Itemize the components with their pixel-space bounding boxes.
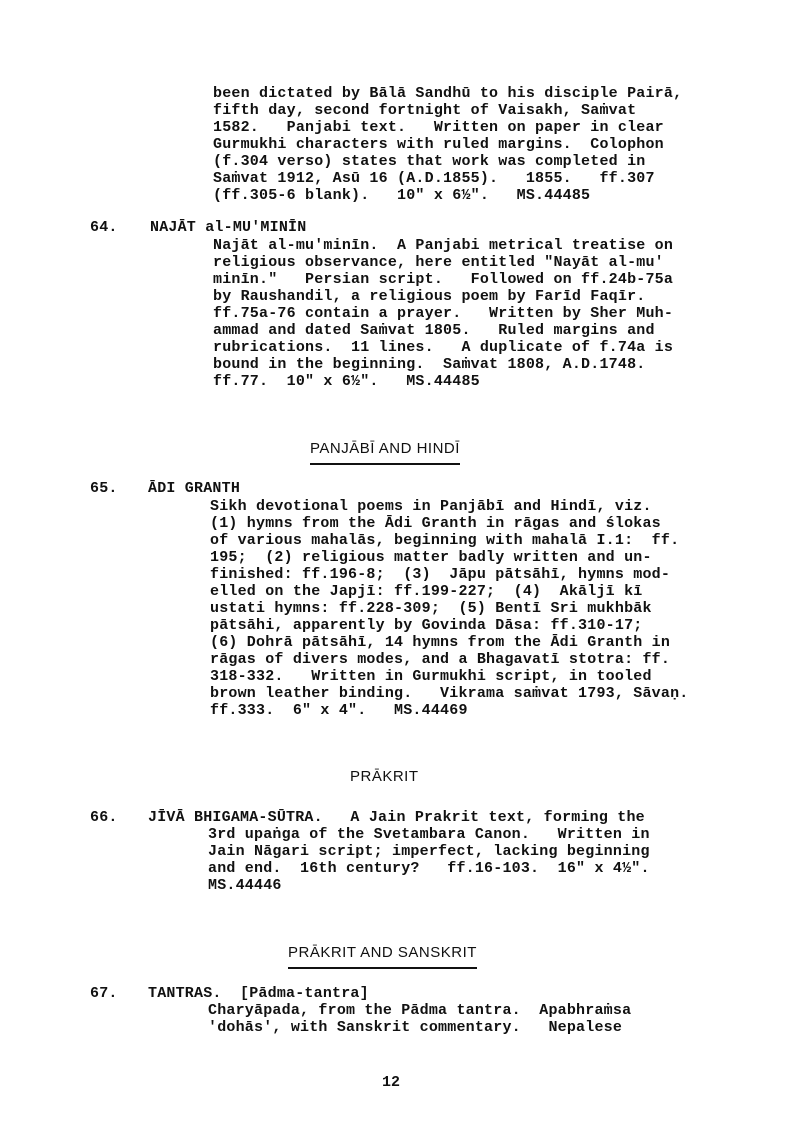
text-line: religious observance, here entitled "Nayāt al-mu' <box>213 254 664 271</box>
text-line: 'dohās', with Sanskrit commentary. Nepalese <box>208 1019 623 1036</box>
text-line: Charyāpada, from the Pādma tantra. Apabhraṁsa <box>208 1002 632 1019</box>
text-line: been dictated by Bālā Sandhū to his disciple Pairā, <box>213 85 683 102</box>
text-line: Najāt al-mu'minīn. A Panjabi metrical treatise on <box>213 237 674 254</box>
section-heading-panjabi-hindi: PANJĀBĪ AND HINDĪ <box>310 440 460 465</box>
text-line: 1582. Panjabi text. Written on paper in clear <box>213 119 664 136</box>
section-heading-prakrit: PRĀKRIT <box>350 768 419 785</box>
text-line: brown leather binding. Vikrama saṁvat 1793, Sāvaṇ. <box>210 685 689 702</box>
text-line: by Raushandil, a religious poem by Farīd Faqīr. <box>213 288 646 305</box>
text-line: rāgas of divers modes, and a Bhagavatī stotra: ff. <box>210 651 671 668</box>
text-line: finished: ff.196-8; (3) Jāpu pātsāhī, hymns mod- <box>210 566 671 583</box>
text-line: fifth day, second fortnight of Vaisakh, Saṁvat <box>213 102 637 119</box>
text-line: 318-332. Written in Gurmukhi script, in tooled <box>210 668 652 685</box>
text-line: rubrications. 11 lines. A duplicate of f.74a is <box>213 339 674 356</box>
section-heading-prakrit-sanskrit: PRĀKRIT AND SANSKRIT <box>288 944 477 969</box>
entry-title: JĪVĀ BHIGAMA-SŪTRA. A Jain Prakrit text, forming the <box>148 809 645 826</box>
text-line: 3rd upaṅga of the Svetambara Canon. Written in <box>208 826 650 843</box>
text-line: pātsāhi, apparently by Govinda Dāsa: ff.310-17; <box>210 617 643 634</box>
text-line: Gurmukhi characters with ruled margins. Colophon <box>213 136 664 153</box>
text-line: bound in the beginning. Saṁvat 1808, A.D.1748. <box>213 356 646 373</box>
text-line: ff.75a-76 contain a prayer. Written by Sher Muh- <box>213 305 674 322</box>
text-line: ammad and dated Saṁvat 1805. Ruled margins and <box>213 322 655 339</box>
entry-title: ĀDI GRANTH <box>148 480 241 497</box>
text-line: elled on the Japjī: ff.199-227; (4) Akāljī kī <box>210 583 643 600</box>
page-number: 12 <box>382 1074 401 1091</box>
entry-title: NAJĀT al-MU'MINĪN <box>150 219 307 236</box>
text-line: (f.304 verso) states that work was completed in <box>213 153 646 170</box>
text-line: Saṁvat 1912, Asū 16 (A.D.1855). 1855. ff.307 <box>213 170 655 187</box>
text-line: (6) Dohrā pātsāhī, 14 hymns from the Ādi Granth in <box>210 634 671 651</box>
text-line: ff.333. 6" x 4". MS.44469 <box>210 702 468 719</box>
entry-number: 66. <box>90 809 118 826</box>
text-line: MS.44446 <box>208 877 282 894</box>
entry-number: 67. <box>90 985 118 1002</box>
text-line: and end. 16th century? ff.16-103. 16" x 4½". <box>208 860 650 877</box>
text-line: minīn." Persian script. Followed on ff.24b-75a <box>213 271 674 288</box>
text-line: ff.77. 10" x 6½". MS.44485 <box>213 373 480 390</box>
text-line: Sikh devotional poems in Panjābī and Hindī, viz. <box>210 498 652 515</box>
entry-number: 65. <box>90 480 118 497</box>
entry-title: TANTRAS. [Pādma-tantra] <box>148 985 369 1002</box>
text-line: 195; (2) religious matter badly written and un- <box>210 549 652 566</box>
text-line: (1) hymns from the Ādi Granth in rāgas and ślokas <box>210 515 661 532</box>
text-line: Jain Nāgari script; imperfect, lacking beginning <box>208 843 650 860</box>
text-line: of various mahalās, beginning with mahalā I.1: ff. <box>210 532 680 549</box>
text-line: ustati hymns: ff.228-309; (5) Bentī Sri mukhbāk <box>210 600 652 617</box>
text-line: (ff.305-6 blank). 10" x 6½". MS.44485 <box>213 187 591 204</box>
entry-number: 64. <box>90 219 118 236</box>
